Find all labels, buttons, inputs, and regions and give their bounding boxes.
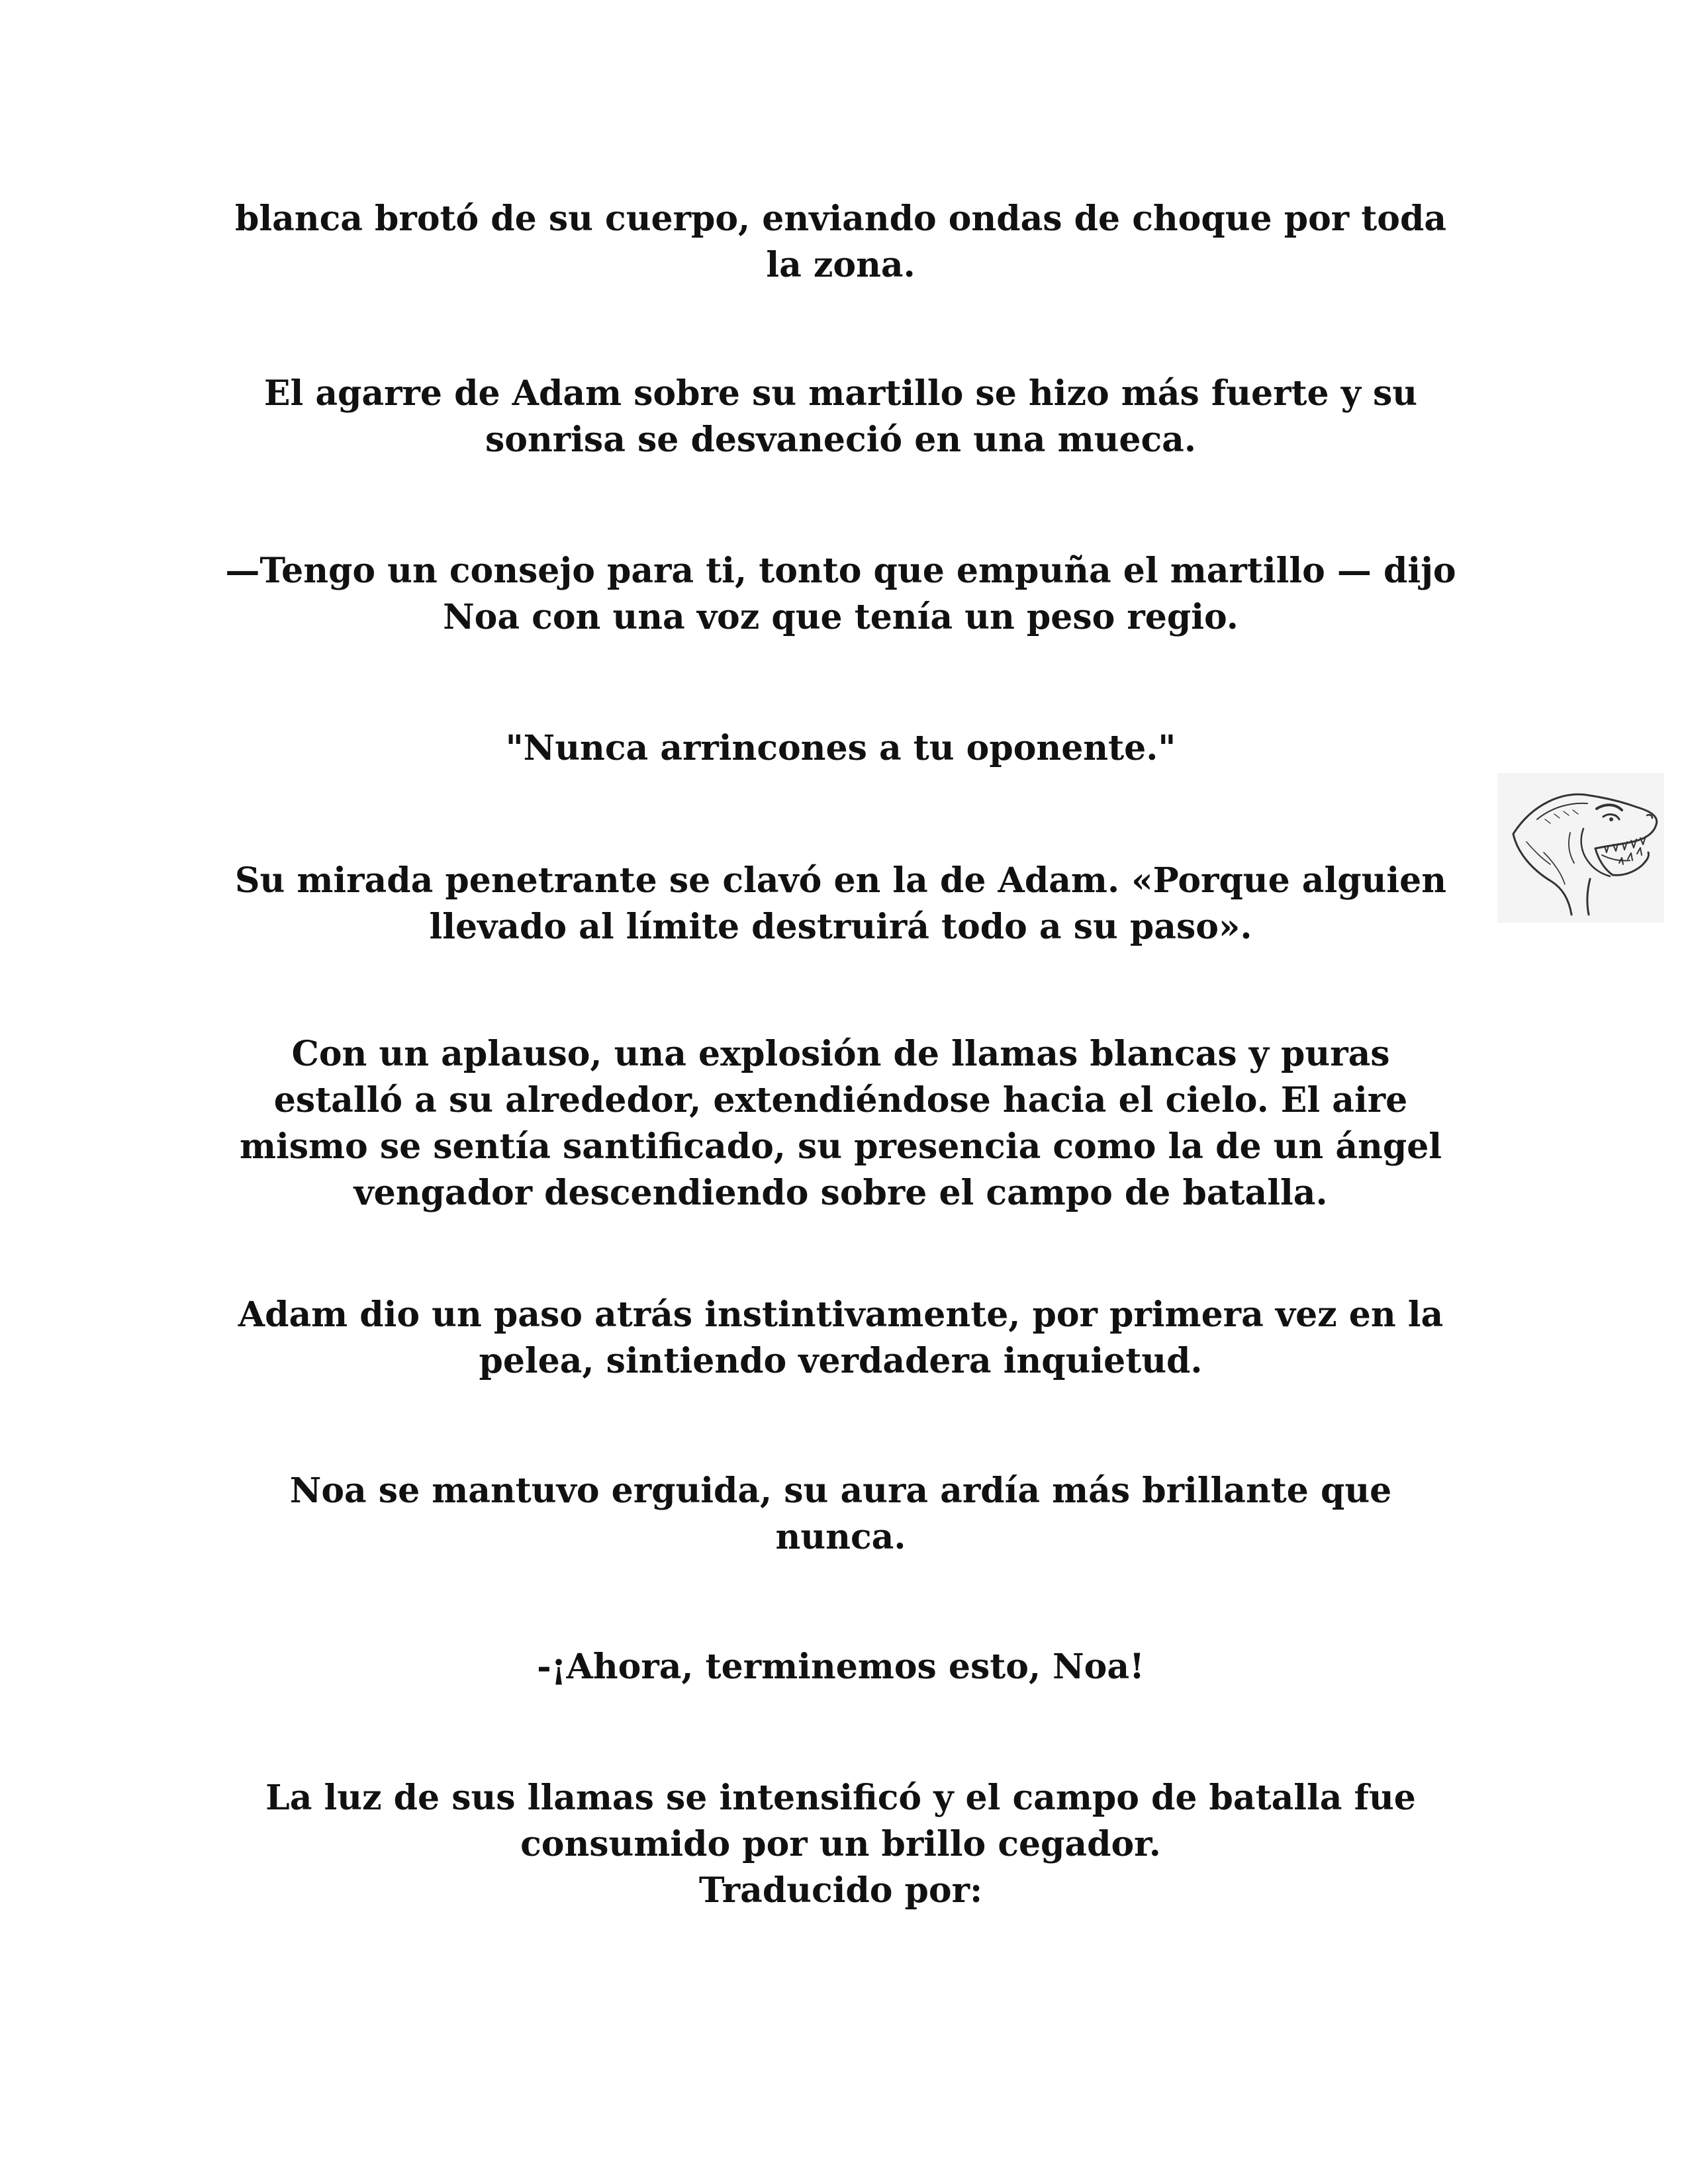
paragraph-7: Adam dio un paso atrás instintivamente, por primera vez en la pelea, sintiendo verdadera inquietud. bbox=[238, 1295, 1444, 1381]
paragraph-2: El agarre de Adam sobre su martillo se hizo más fuerte y su sonrisa se desvaneció en una mueca. bbox=[263, 373, 1418, 460]
paragraph-8: Noa se mantuvo erguida, su aura ardía más brillante que nunca. bbox=[289, 1471, 1392, 1557]
paragraph-10: La luz de sus llamas se intensificó y el campo de batalla fue consumido por un brillo cegador. bbox=[265, 1778, 1416, 1864]
dinosaur-head-sketch-icon bbox=[1497, 773, 1664, 923]
paragraph-3: —Tengo un consejo para ti, tonto que empuña el martillo — dijo Noa con una voz que tenía un peso regio. bbox=[225, 551, 1456, 637]
paragraph-4: "Nunca arrincones a tu oponente." bbox=[505, 728, 1176, 768]
credit-line: Traducido por: bbox=[698, 1870, 983, 1911]
paragraph-5: Su mirada penetrante se clavó en la de Adam. «Porque alguien llevado al límite destruirá todo a su paso». bbox=[234, 860, 1447, 947]
paragraph-6: Con un aplauso, una explosión de llamas blancas y puras estalló a su alrededor, extendiéndose hacia el cielo. El aire mismo se sentía santificado, su presencia como la de un ángel vengador descendiendo sobre el campo de batalla. bbox=[239, 1034, 1442, 1213]
paragraph-1: blanca brotó de su cuerpo, enviando ondas de choque por toda la zona. bbox=[234, 199, 1447, 285]
paragraph-9: -¡Ahora, terminemos esto, Noa! bbox=[537, 1647, 1145, 1687]
